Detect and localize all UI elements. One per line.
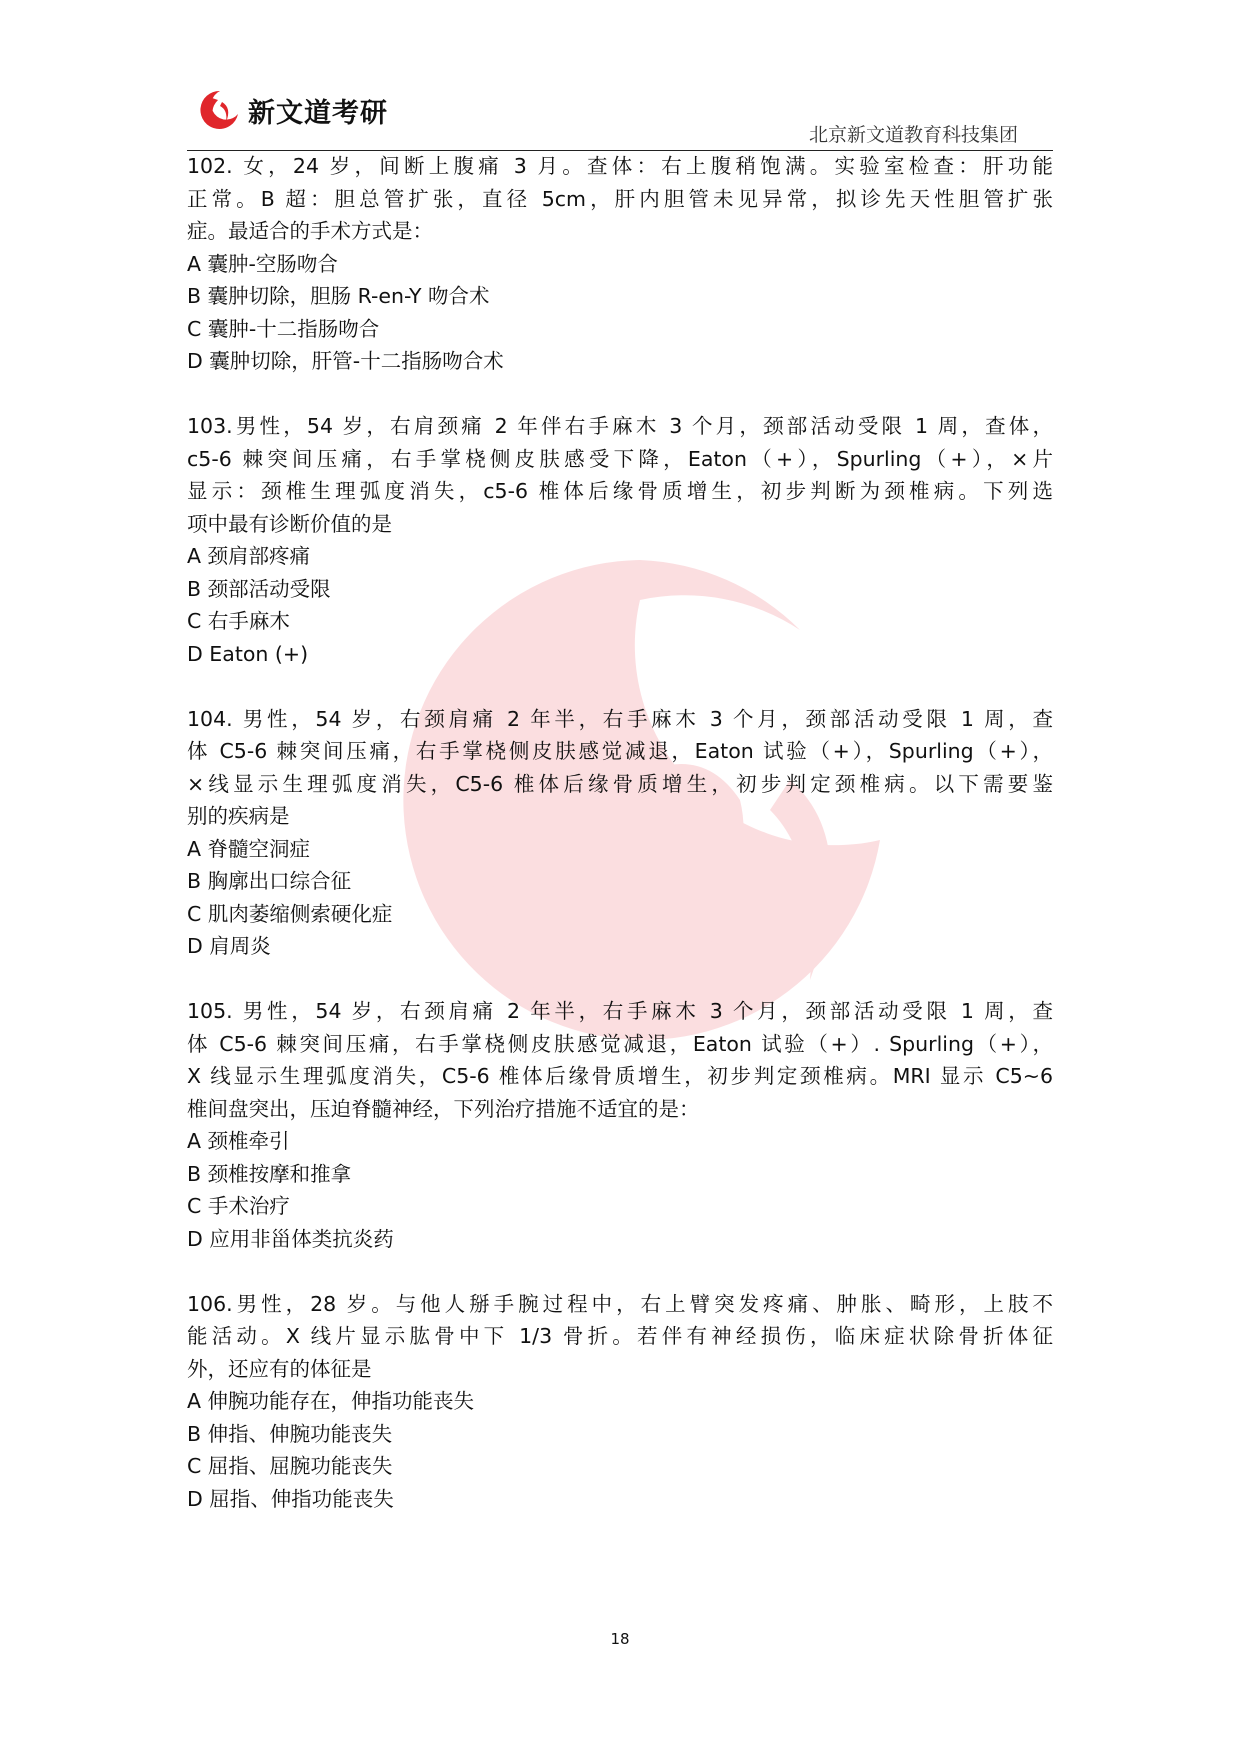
question-105 <box>187 995 1053 1255</box>
question-stem-line: 显示：颈椎生理弧度消失，c5-6 椎体后缘骨质增生，初步判断为颈椎病。下列选 <box>187 479 1053 503</box>
answer-option: B 颈部活动受限 <box>187 576 331 601</box>
question-stem-line: 体 C5-6 棘突间压痛，右手掌桡侧皮肤感觉减退，Eaton 试验（+）. Spurling（+）， <box>187 1031 1053 1056</box>
answer-option: A 囊肿-空肠吻合 <box>187 251 338 276</box>
question-stem-line: 106.男性，28 岁。与他人掰手腕过程中，右上臂突发疼痛、肿胀、畸形，上肢不 <box>187 1291 1053 1316</box>
page-number: 18 <box>610 1630 630 1648</box>
question-103 <box>187 410 1053 670</box>
question-stem-line: 103.男性，54 岁，右肩颈痛 2 年伴右手麻木 3 个月，颈部活动受限 1 周，查体， <box>187 414 1053 438</box>
answer-option: B 颈椎按摩和推拿 <box>187 1161 352 1186</box>
question-stem-line: 别的疾病是 <box>187 804 290 828</box>
answer-option: C 肌肉萎缩侧索硬化症 <box>187 901 393 926</box>
question-106 <box>187 1288 1053 1516</box>
answer-option: D 屈指、伸指功能丧失 <box>187 1486 394 1511</box>
question-104 <box>187 703 1053 963</box>
organization-name: 北京新文道教育科技集团 <box>808 124 1018 146</box>
phoenix-logo-icon <box>198 88 242 132</box>
question-stem-line: 105. 男性，54 岁，右颈肩痛 2 年半，右手麻木 3 个月，颈部活动受限 1 周，查 <box>187 999 1053 1023</box>
answer-option: B 囊肿切除，胆肠 R-en-Y 吻合术 <box>187 284 490 308</box>
question-stem-line: 能活动。X 线片显示肱骨中下 1/3 骨折。若伴有神经损伤，临床症状除骨折体征 <box>187 1324 1053 1348</box>
question-stem-line: 体 C5-6 棘突间压痛，右手掌桡侧皮肤感觉减退，Eaton 试验（+），Spurling（+）， <box>187 739 1053 763</box>
answer-option: A 颈椎牵引 <box>187 1129 290 1153</box>
question-list <box>187 150 1053 1548</box>
question-stem-line: 症。最适合的手术方式是： <box>187 219 433 243</box>
answer-option: C 屈指、屈腕功能丧失 <box>187 1454 393 1478</box>
question-stem-line: 椎间盘突出，压迫脊髓神经，下列治疗措施不适宜的是： <box>187 1096 700 1121</box>
question-stem-line: 外，还应有的体征是 <box>187 1356 372 1381</box>
question-stem-line: 项中最有诊断价值的是 <box>187 511 392 536</box>
question-stem-line: 102. 女，24 岁，间断上腹痛 3 月。查体：右上腹稍饱满。实验室检查：肝功能 <box>187 154 1053 178</box>
logo-text: 新文道考研 <box>248 97 388 129</box>
answer-option: D 应用非甾体类抗炎药 <box>187 1226 394 1251</box>
question-stem-line: 104. 男性，54 岁，右颈肩痛 2 年半，右手麻木 3 个月，颈部活动受限 1 周，查 <box>187 706 1053 731</box>
brand-logo <box>198 88 388 132</box>
answer-option: D 肩周炎 <box>187 934 271 958</box>
question-stem-line: ×线显示生理弧度消失，C5-6 椎体后缘骨质增生，初步判定颈椎病。以下需要鉴 <box>187 771 1053 796</box>
answer-option: A 颈肩部疼痛 <box>187 544 311 568</box>
question-stem-line: c5-6 棘突间压痛，右手掌桡侧皮肤感受下降，Eaton（+），Spurling（+），×片 <box>187 446 1053 471</box>
question-stem-line: 正常。B 超：胆总管扩张，直径 5cm，肝内胆管未见异常，拟诊先天性胆管扩张 <box>187 186 1053 211</box>
answer-option: D Eaton (+) <box>187 641 309 666</box>
answer-option: C 囊肿-十二指肠吻合 <box>187 316 380 341</box>
question-102 <box>187 150 1053 378</box>
answer-option: B 伸指、伸腕功能丧失 <box>187 1421 393 1446</box>
answer-option: C 手术治疗 <box>187 1194 290 1218</box>
answer-option: C 右手麻木 <box>187 609 290 633</box>
answer-option: D 囊肿切除，肝管-十二指肠吻合术 <box>187 349 504 373</box>
answer-option: A 伸腕功能存在，伸指功能丧失 <box>187 1389 475 1413</box>
question-stem-line: X 线显示生理弧度消失，C5-6 椎体后缘骨质增生，初步判定颈椎病。MRI 显示 C5~6 <box>187 1064 1053 1088</box>
answer-option: A 脊髓空洞症 <box>187 836 311 861</box>
answer-option: B 胸廓出口综合征 <box>187 869 352 893</box>
